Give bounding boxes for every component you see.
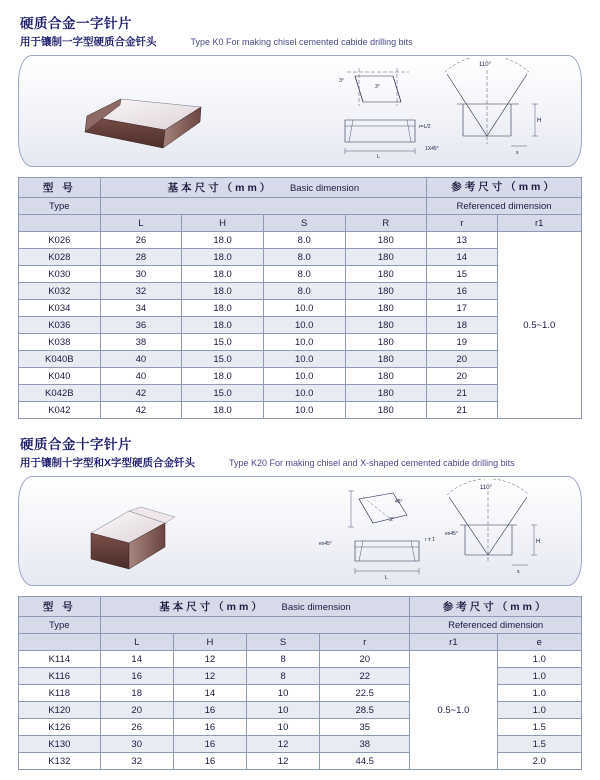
header-type-cn-1: 型 号 xyxy=(19,178,101,198)
cell-H: 18.0 xyxy=(182,368,264,385)
cell-type: K120 xyxy=(19,702,101,719)
table-row xyxy=(19,719,582,736)
cell-H: 16 xyxy=(173,736,246,753)
label-radius-note-1: r=L/2 xyxy=(419,124,431,130)
cell-r: 20 xyxy=(427,368,497,385)
cell-H: 12 xyxy=(173,668,246,685)
cell-r: 22.5 xyxy=(320,685,410,702)
cell-S: 10 xyxy=(247,719,320,736)
header-type-en-1: Type xyxy=(19,198,101,215)
cell-L: 32 xyxy=(100,283,182,300)
cell-R: 180 xyxy=(345,385,427,402)
header-col-r-1: r xyxy=(427,215,497,232)
label-dim-l-1: L xyxy=(377,154,380,160)
spec-table-body-2 xyxy=(19,651,582,770)
cell-type: K036 xyxy=(19,317,101,334)
header-spacer-1 xyxy=(19,215,101,232)
cell-L: 36 xyxy=(100,317,182,334)
label-angle-top-2: 110° xyxy=(480,485,492,491)
cell-H: 18.0 xyxy=(182,266,264,283)
label-angle-small-2a: 45° xyxy=(395,499,403,505)
table-header-row-units-1 xyxy=(19,198,582,215)
table-row xyxy=(19,702,582,719)
table-row xyxy=(19,685,582,702)
cell-L: 16 xyxy=(100,668,173,685)
cell-R: 180 xyxy=(345,249,427,266)
cell-S: 8.0 xyxy=(263,249,345,266)
cell-r: 20 xyxy=(320,651,410,668)
header-basic-2: 基本尺寸（mm） Basic dimension xyxy=(100,597,410,617)
table-header-row-group-2 xyxy=(19,597,582,617)
cell-e: 1.0 xyxy=(497,702,581,719)
figure-chisel-insert xyxy=(18,55,582,167)
label-dim-s-1: s xyxy=(516,150,519,156)
cell-type: K042B xyxy=(19,385,101,402)
cell-type: K116 xyxy=(19,668,101,685)
cell-H: 18.0 xyxy=(182,402,264,419)
cell-R: 180 xyxy=(345,368,427,385)
cell-S: 10.0 xyxy=(263,368,345,385)
cell-r: 17 xyxy=(427,300,497,317)
header-col-r1-1: r1 xyxy=(497,215,582,232)
header-col-r1-2: r1 xyxy=(410,634,497,651)
section-subtitle-cn-1: 用于镶制一字型硬质合金钎头 xyxy=(20,36,157,48)
label-angle-small-1b: 3° xyxy=(375,84,380,90)
cell-R: 180 xyxy=(345,402,427,419)
header-col-r-2: r xyxy=(320,634,410,651)
cell-e: 1.5 xyxy=(497,736,581,753)
cell-H: 18.0 xyxy=(182,232,264,249)
header-basic-1: 基本尺寸（mm） Basic dimension xyxy=(100,178,427,198)
table-header-row-units-2 xyxy=(19,617,582,634)
cell-L: 26 xyxy=(100,719,173,736)
cell-H: 18.0 xyxy=(182,249,264,266)
cell-type: K132 xyxy=(19,753,101,770)
cell-type: K114 xyxy=(19,651,101,668)
cell-L: 28 xyxy=(100,249,182,266)
insert-3d-illustration-1 xyxy=(25,56,275,167)
insert-3d-illustration-2 xyxy=(25,477,275,586)
cell-r: 20 xyxy=(427,351,497,368)
section-chisel-insert xyxy=(18,12,582,419)
cell-type: K130 xyxy=(19,736,101,753)
table-wrap-2 xyxy=(18,596,582,770)
section-title-1: 硬质合金一字针片 xyxy=(20,16,132,31)
cell-r: 28.5 xyxy=(320,702,410,719)
label-chamfer-right-2: ex45° xyxy=(445,531,458,537)
cell-e: 2.0 xyxy=(497,753,581,770)
cell-L: 26 xyxy=(100,232,182,249)
cell-S: 10.0 xyxy=(263,300,345,317)
cell-e: 1.0 xyxy=(497,685,581,702)
label-dim-s-2: s xyxy=(517,569,520,575)
cell-L: 14 xyxy=(100,651,173,668)
cell-R: 180 xyxy=(345,232,427,249)
cell-H: 16 xyxy=(173,719,246,736)
cell-H: 15.0 xyxy=(182,334,264,351)
table-header-row-group-1 xyxy=(19,178,582,198)
label-chamfer-left-2: ex45° xyxy=(319,541,332,547)
table-row xyxy=(19,736,582,753)
cell-H: 15.0 xyxy=(182,351,264,368)
cell-S: 8.0 xyxy=(263,283,345,300)
cell-S: 10.0 xyxy=(263,402,345,419)
cell-r: 21 xyxy=(427,385,497,402)
cell-type: K038 xyxy=(19,334,101,351)
section-subtitle-cn-2: 用于镶制十字型和X字型硬质合金钎头 xyxy=(20,457,196,469)
cell-H: 16 xyxy=(173,702,246,719)
cell-H: 18.0 xyxy=(182,300,264,317)
cell-S: 12 xyxy=(247,753,320,770)
table-row xyxy=(19,232,582,249)
cell-r: 35 xyxy=(320,719,410,736)
cell-L: 40 xyxy=(100,351,182,368)
technical-drawing-1 xyxy=(297,58,582,167)
header-col-H-2: H xyxy=(173,634,246,651)
cell-L: 30 xyxy=(100,266,182,283)
cell-H: 15.0 xyxy=(182,385,264,402)
section-cross-insert xyxy=(18,433,582,770)
header-col-L-2: L xyxy=(100,634,173,651)
header-ref-2: 参考尺寸（mm） xyxy=(410,597,582,617)
cell-r: 21 xyxy=(427,402,497,419)
cell-e: 1.0 xyxy=(497,651,581,668)
table-header-row-cols-2 xyxy=(19,634,582,651)
cell-L: 40 xyxy=(100,368,182,385)
cell-L: 38 xyxy=(100,334,182,351)
label-radius-note-2: r ± 1 xyxy=(425,537,435,543)
cell-H: 18.0 xyxy=(182,283,264,300)
cell-R: 180 xyxy=(345,351,427,368)
table-row xyxy=(19,651,582,668)
figure-cross-insert xyxy=(18,476,582,586)
spec-table-body-1 xyxy=(19,232,582,419)
cell-R: 180 xyxy=(345,334,427,351)
cell-S: 12 xyxy=(247,736,320,753)
cell-r: 19 xyxy=(427,334,497,351)
header-col-R-1: R xyxy=(345,215,427,232)
cell-r: 15 xyxy=(427,266,497,283)
cell-S: 10.0 xyxy=(263,334,345,351)
cell-L: 30 xyxy=(100,736,173,753)
cell-type: K118 xyxy=(19,685,101,702)
table-header-row-cols-1 xyxy=(19,215,582,232)
cell-S: 10 xyxy=(247,685,320,702)
section-title-2: 硬质合金十字针片 xyxy=(20,437,132,452)
header-col-S-1: S xyxy=(263,215,345,232)
cell-S: 8.0 xyxy=(263,266,345,283)
header-col-H-1: H xyxy=(182,215,264,232)
header-type-en-2: Type xyxy=(19,617,101,634)
cell-S: 10.0 xyxy=(263,351,345,368)
label-angle-small-2b: 3° xyxy=(389,517,394,523)
cell-e: 1.0 xyxy=(497,668,581,685)
cell-type: K126 xyxy=(19,719,101,736)
header-col-e-2: e xyxy=(497,634,581,651)
cell-L: 18 xyxy=(100,685,173,702)
cell-e: 1.5 xyxy=(497,719,581,736)
cell-r1-merged: 0.5~1.0 xyxy=(497,232,582,419)
header-col-L-1: L xyxy=(100,215,182,232)
cell-r: 38 xyxy=(320,736,410,753)
header-ref-en-1: Referenced dimension xyxy=(427,198,582,215)
cell-L: 32 xyxy=(100,753,173,770)
cell-S: 8.0 xyxy=(263,232,345,249)
cell-H: 12 xyxy=(173,651,246,668)
cell-r: 44.5 xyxy=(320,753,410,770)
cell-r1-merged: 0.5~1.0 xyxy=(410,651,497,770)
label-angle-small-1a: 3° xyxy=(339,78,344,84)
table-row xyxy=(19,668,582,685)
cell-L: 20 xyxy=(100,702,173,719)
cell-type: K028 xyxy=(19,249,101,266)
section-subtitle-en-1: Type K0 For making chisel cemented cabide drilling bits xyxy=(190,37,413,47)
cell-S: 8 xyxy=(247,668,320,685)
table-row xyxy=(19,753,582,770)
cell-R: 180 xyxy=(345,266,427,283)
label-dim-h-1: H xyxy=(537,118,542,124)
cell-type: K026 xyxy=(19,232,101,249)
table-wrap-1 xyxy=(18,177,582,419)
header-type-cn-2: 型 号 xyxy=(19,597,101,617)
section-subtitle-1 xyxy=(20,34,582,49)
cell-type: K032 xyxy=(19,283,101,300)
cell-L: 42 xyxy=(100,385,182,402)
technical-drawing-2 xyxy=(297,479,582,586)
cell-type: K040B xyxy=(19,351,101,368)
cell-r: 14 xyxy=(427,249,497,266)
header-ref-1: 参考尺寸（mm） xyxy=(427,178,582,198)
cell-type: K030 xyxy=(19,266,101,283)
cell-S: 10 xyxy=(247,702,320,719)
cell-r: 16 xyxy=(427,283,497,300)
label-chamfer-1: 1X45° xyxy=(425,146,439,152)
cell-R: 180 xyxy=(345,283,427,300)
cell-S: 8 xyxy=(247,651,320,668)
cell-H: 18.0 xyxy=(182,317,264,334)
section-subtitle-2 xyxy=(20,455,582,470)
cell-S: 10.0 xyxy=(263,317,345,334)
cell-H: 14 xyxy=(173,685,246,702)
cell-r: 18 xyxy=(427,317,497,334)
cell-r: 22 xyxy=(320,668,410,685)
cell-S: 10.0 xyxy=(263,385,345,402)
header-col-S-2: S xyxy=(247,634,320,651)
header-spacer-2 xyxy=(19,634,101,651)
cell-L: 34 xyxy=(100,300,182,317)
header-ref-en-2: Referenced dimension xyxy=(410,617,582,634)
cell-type: K040 xyxy=(19,368,101,385)
section-subtitle-en-2: Type K20 For making chisel and X-shaped cemented cabide drilling bits xyxy=(229,458,515,468)
label-angle-top-1: 110° xyxy=(479,62,491,68)
cell-L: 42 xyxy=(100,402,182,419)
cell-R: 180 xyxy=(345,317,427,334)
label-dim-l-2: L xyxy=(385,575,388,581)
cell-r: 13 xyxy=(427,232,497,249)
cell-type: K042 xyxy=(19,402,101,419)
cell-type: K034 xyxy=(19,300,101,317)
spec-table-cross xyxy=(18,596,582,770)
label-dim-h-2: H xyxy=(536,539,541,545)
cell-H: 16 xyxy=(173,753,246,770)
cell-R: 180 xyxy=(345,300,427,317)
spec-table-chisel xyxy=(18,177,582,419)
